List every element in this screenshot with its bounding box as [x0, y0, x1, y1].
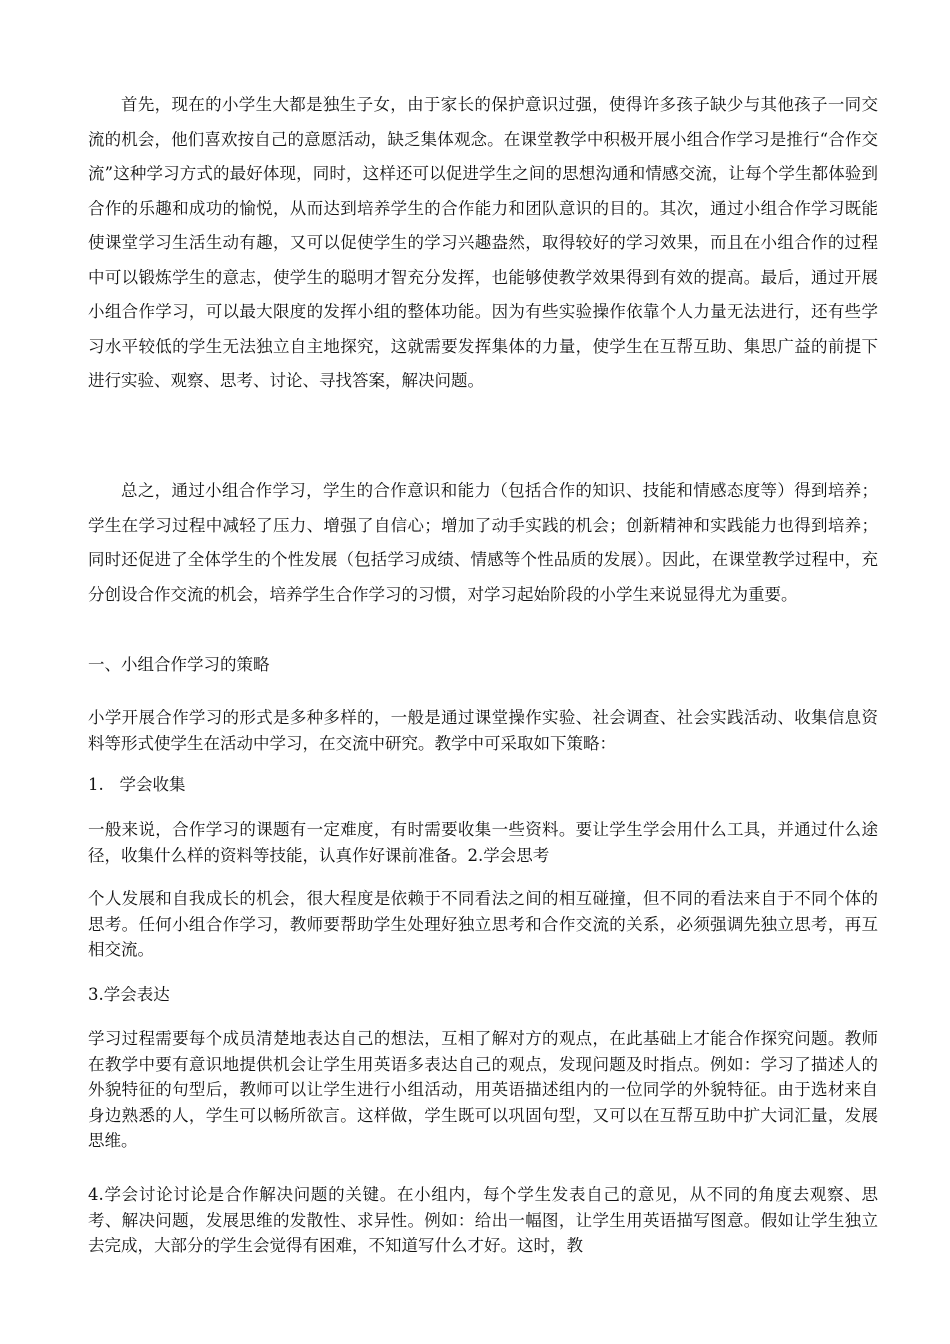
paragraph-express: 学习过程需要每个成员清楚地表达自己的想法，互相了解对方的观点，在此基础上才能合作探究问题。教师在教学中要有意识地提供机会让学生用英语多表达自己的观点，发现问题及时指点。例如：学习了描述人的外貌特征的句型后，教师可以让学生进行小组活动，用英语描述组内的一位同学的外貌特征。由于选材来自身边熟悉的人，学生可以畅所欲言。这样做，学生既可以巩固句型，又可以在互帮互助中扩大词汇量，发展思维。 [88, 1029, 878, 1150]
paragraph-collect: 一般来说，合作学习的课题有一定难度，有时需要收集一些资料。要让学生学会用什么工具，并通过什么途径，收集什么样的资料等技能，认真作好课前准备。2.学会思考 [88, 820, 878, 865]
paragraph-think: 个人发展和自我成长的机会，很大程度是依赖于不同看法之间的相互碰撞，但不同的看法来自于不同个体的思考。任何小组合作学习，教师要帮助学生处理好独立思考和合作交流的关系，必须强调先独立思考，再互相交流。 [88, 889, 878, 959]
item-heading-collect: 1. 学会收集 [88, 775, 186, 794]
section-heading-strategies: 一、小组合作学习的策略 [88, 655, 270, 674]
paragraph-forms: 小学开展合作学习的形式是多种多样的，一般是通过课堂操作实验、社会调查、社会实践活动、收集信息资料等形式使学生在活动中学习，在交流中研究。教学中可采取如下策略： [88, 708, 878, 753]
paragraph-discuss: 4.学会讨论讨论是合作解决问题的关键。在小组内，每个学生发表自己的意见，从不同的角度去观察、思考、解决问题，发展思维的发散性、求异性。例如：给出一幅图，让学生用英语描写图意。假如让学生独立去完成，大部分的学生会觉得有困难，不知道写什么才好。这时，教 [88, 1185, 878, 1255]
paragraph-intro-reasons: 首先，现在的小学生大都是独生子女，由于家长的保护意识过强，使得许多孩子缺少与其他孩子一同交流的机会，他们喜欢按自己的意愿活动，缺乏集体观念。在课堂教学中积极开展小组合作学习是推行“合作交流”这种学习方式的最好体现，同时，这样还可以促进学生之间的思想沟通和情感交流，让每个学生都体验到合作的乐趣和成功的愉悦，从而达到培养学生的合作能力和团队意识的目的。其次，通过小组合作学习既能使课堂学习生活生动有趣，又可以促使学生的学习兴趣盎然，取得较好的学习效果，而且在小组合作的过程中可以锻炼学生的意志，使学生的聪明才智充分发挥，也能够使教学效果得到有效的提高。最后，通过开展小组合作学习，可以最大限度的发挥小组的整体功能。因为有些实验操作依靠个人力量无法进行，还有些学习水平较低的学生无法独立自主地探究，这就需要发挥集体的力量，使学生在互帮互助、集思广益的前提下进行实验、观察、思考、讨论、寻找答案，解决问题。 [88, 95, 878, 390]
item-heading-express: 3.学会表达 [88, 985, 170, 1004]
paragraph-summary: 总之，通过小组合作学习，学生的合作意识和能力（包括合作的知识、技能和情感态度等）得到培养；学生在学习过程中减轻了压力、增强了自信心；增加了动手实践的机会；创新精神和实践能力也得到培养；同时还促进了全体学生的个性发展（包括学习成绩、情感等个性品质的发展）。因此，在课堂教学过程中，充分创设合作交流的机会，培养学生合作学习的习惯，对学习起始阶段的小学生来说显得尤为重要。 [88, 481, 878, 604]
